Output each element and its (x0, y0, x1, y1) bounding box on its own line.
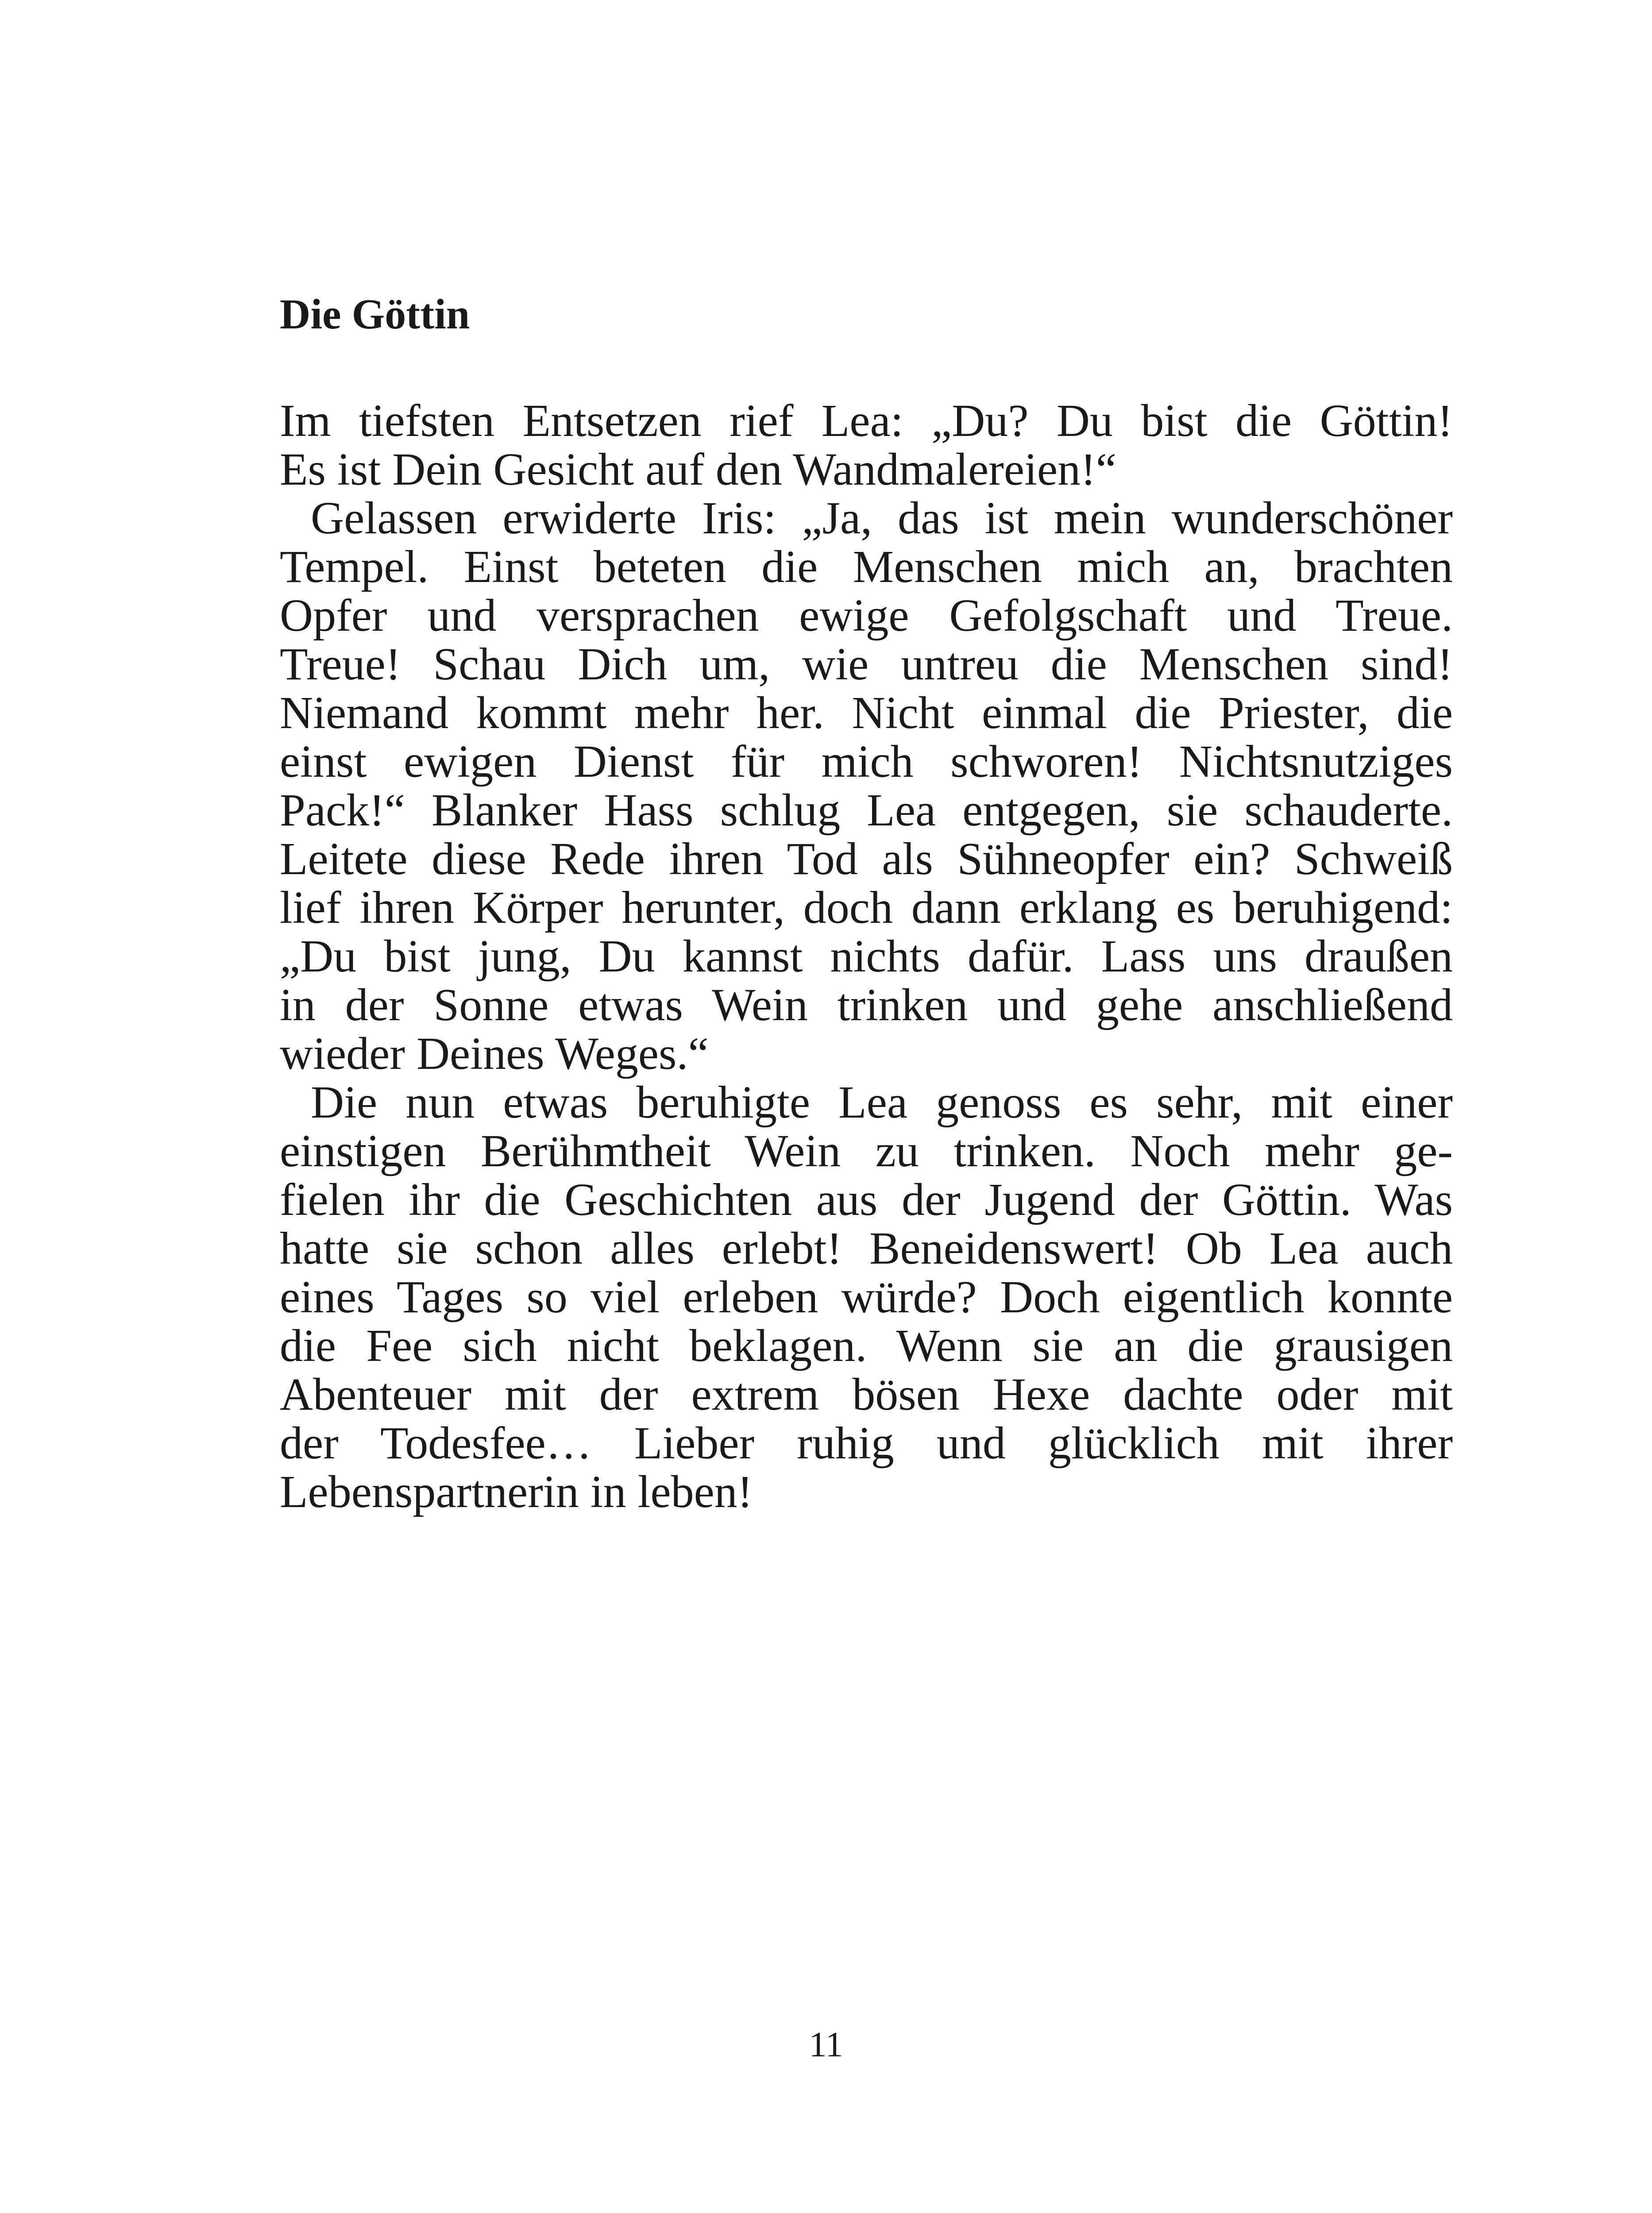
page-number: 11 (809, 2025, 843, 2064)
text-line: Pack!“ Blanker Hass schlug Lea entgegen, sie schauderte. (280, 785, 1453, 836)
text-line: der Todesfee… Lieber ruhig und glücklich mit ihrer (280, 1418, 1453, 1469)
chapter-title: Die Göttin (280, 290, 470, 338)
text-line: lief ihren Körper herunter, doch dann erklang es beruhigend: (280, 882, 1453, 933)
text-line: Es ist Dein Gesicht auf den Wandmalereien!“ (280, 444, 1116, 495)
text-line: Gelassen erwiderte Iris: „Ja, das ist mein wunderschöner (311, 493, 1453, 544)
text-line: Treue! Schau Dich um, wie untreu die Menschen sind! (280, 639, 1453, 690)
text-line: Die nun etwas beruhigte Lea genoss es sehr, mit einer (311, 1077, 1453, 1128)
text-line: Im tiefsten Entsetzen rief Lea: „Du? Du bist die Göttin! (280, 395, 1453, 446)
text-line: einst ewigen Dienst für mich schworen! Nichtsnutziges (280, 736, 1453, 787)
text-line: die Fee sich nicht beklagen. Wenn sie an die grausigen (280, 1320, 1453, 1371)
text-line: Niemand kommt mehr her. Nicht einmal die Priester, die (280, 687, 1453, 738)
text-line: eines Tages so viel erleben würde? Doch eigentlich konnte (280, 1272, 1453, 1322)
text-line: Lebenspartnerin in leben! (280, 1466, 753, 1517)
text-line: wieder Deines Weges.“ (280, 1028, 709, 1079)
text-line: fielen ihr die Geschichten aus der Jugend der Göttin. Was (280, 1174, 1453, 1225)
text-line: „Du bist jung, Du kannst nichts dafür. Lass uns draußen (280, 931, 1453, 982)
text-line: Tempel. Einst beteten die Menschen mich an, brachten (280, 541, 1453, 592)
text-line: in der Sonne etwas Wein trinken und gehe anschließend (280, 979, 1453, 1030)
text-line: einstigen Berühmtheit Wein zu trinken. Noch mehr ge- (280, 1126, 1453, 1176)
text-line: hatte sie schon alles erlebt! Beneidenswert! Ob Lea auch (280, 1223, 1453, 1274)
text-line: Leitete diese Rede ihren Tod als Sühneopfer ein? Schweiß (280, 833, 1453, 884)
text-line: Abenteuer mit der extrem bösen Hexe dachte oder mit (280, 1369, 1453, 1420)
text-line: Opfer und versprachen ewige Gefolgschaft und Treue. (280, 590, 1453, 641)
chapter-body (280, 397, 1453, 1516)
